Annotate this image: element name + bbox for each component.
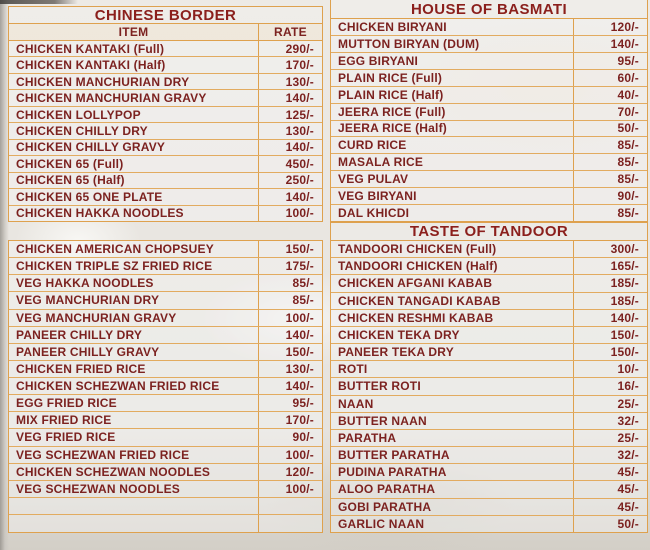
item-name: VEG MANCHURIAN GRAVY <box>9 310 259 326</box>
menu-row <box>9 395 322 412</box>
item-rate: 125/- <box>285 107 314 122</box>
menu-row <box>331 171 647 188</box>
item-rate: 170/- <box>285 413 314 428</box>
chinese-border-section-2 <box>8 240 323 533</box>
item-rate: 140/- <box>285 91 314 106</box>
item-name: CHICKEN KANTAKI (Half) <box>9 57 259 72</box>
item-rate: 85/- <box>617 155 639 170</box>
item-rate: 32/- <box>617 413 639 428</box>
menu-row <box>9 481 322 498</box>
item-name: MUTTON BIRYAN (DUM) <box>331 36 574 52</box>
item-name: CHICKEN FRIED RICE <box>9 361 259 377</box>
menu-row <box>9 464 322 481</box>
item-name: CHICKEN BIRYANI <box>331 19 574 35</box>
menu-row <box>9 412 322 429</box>
item-rate: 140/- <box>610 36 639 51</box>
item-name: CHICKEN TRIPLE SZ FRIED RICE <box>9 258 259 274</box>
item-rate: 95/- <box>617 53 639 68</box>
item-name: CHICKEN AFGANI KABAB <box>331 275 574 291</box>
item-rate: 165/- <box>610 259 639 274</box>
item-name <box>9 515 259 532</box>
item-rate: 250/- <box>285 173 314 188</box>
menu-row <box>331 154 647 171</box>
item-rate: 10/- <box>617 362 639 377</box>
item-name: PUDINA PARATHA <box>331 464 574 480</box>
item-rate: 100/- <box>285 481 314 496</box>
item-rate: 150/- <box>285 242 314 257</box>
menu-row <box>331 499 647 516</box>
menu-row <box>9 206 322 221</box>
item-rate: 120/- <box>610 19 639 34</box>
item-name: CHICKEN LOLLYPOP <box>9 107 259 122</box>
item-name: CHICKEN RESHMI KABAB <box>331 310 574 326</box>
item-rate: 45/- <box>617 482 639 497</box>
menu-row <box>9 378 322 395</box>
menu-row <box>331 293 647 310</box>
menu-row <box>9 90 322 106</box>
menu-row <box>9 123 322 139</box>
item-rate: 45/- <box>617 499 639 514</box>
item-rate: 16/- <box>617 379 639 394</box>
item-name: CHICKEN TANGADI KABAB <box>331 293 574 309</box>
menu-row <box>331 378 647 395</box>
menu-row <box>331 430 647 447</box>
menu-row <box>9 41 322 57</box>
chinese-border-section <box>8 6 323 222</box>
menu-row <box>331 258 647 275</box>
menu-row <box>9 74 322 90</box>
section-title-taste-of-tandoor: TASTE OF TANDOOR <box>331 223 647 241</box>
menu-row <box>9 275 322 292</box>
item-rate: 120/- <box>285 464 314 479</box>
item-name: CHICKEN AMERICAN CHOPSUEY <box>9 241 259 257</box>
item-name: VEG PULAV <box>331 171 574 187</box>
menu-row <box>331 53 647 70</box>
item-name: VEG HAKKA NOODLES <box>9 275 259 291</box>
menu-row <box>9 515 322 532</box>
menu-row <box>9 447 322 464</box>
item-name: VEG FRIED RICE <box>9 429 259 445</box>
item-name: EGG FRIED RICE <box>9 395 259 411</box>
item-rate: 40/- <box>617 87 639 102</box>
column-header-item: ITEM <box>9 24 259 40</box>
item-rate: 150/- <box>285 344 314 359</box>
item-name: CHICKEN MANCHURIAN GRAVY <box>9 90 259 105</box>
menu-row <box>9 292 322 309</box>
item-name: VEG MANCHURIAN DRY <box>9 292 259 308</box>
item-rate: 85/- <box>617 172 639 187</box>
menu-row <box>331 396 647 413</box>
menu-row <box>9 429 322 446</box>
item-name: CHICKEN HAKKA NOODLES <box>9 206 259 221</box>
taste-of-tandoor-section <box>330 222 648 533</box>
item-name: CHICKEN 65 (Full) <box>9 156 259 171</box>
menu-row <box>331 104 647 121</box>
item-rate: 60/- <box>617 70 639 85</box>
section-gap <box>8 222 323 240</box>
item-name: CHICKEN 65 ONE PLATE <box>9 189 259 204</box>
item-name: TANDOORI CHICKEN (Half) <box>331 258 574 274</box>
item-name: MIX FRIED RICE <box>9 412 259 428</box>
item-name: PANEER CHILLY GRAVY <box>9 344 259 360</box>
item-rate: 170/- <box>285 58 314 73</box>
item-rate: 140/- <box>285 327 314 342</box>
item-rate: 100/- <box>285 447 314 462</box>
item-rate: 50/- <box>617 121 639 136</box>
item-name: JEERA RICE (Half) <box>331 121 574 137</box>
section-title-chinese-border: CHINESE BORDER <box>9 7 322 24</box>
item-name: NAAN <box>331 396 574 412</box>
item-name: TANDOORI CHICKEN (Full) <box>331 241 574 257</box>
item-rate: 140/- <box>285 140 314 155</box>
item-name: BUTTER PARATHA <box>331 447 574 463</box>
empty-ruled-rows <box>9 498 322 532</box>
item-name: ROTI <box>331 361 574 377</box>
menu-row <box>9 310 322 327</box>
menu-row <box>331 205 647 221</box>
item-name: BUTTER NAAN <box>331 413 574 429</box>
item-name: CHICKEN CHILLY GRAVY <box>9 140 259 155</box>
item-name: VEG SCHEZWAN FRIED RICE <box>9 447 259 463</box>
item-rate: 300/- <box>610 242 639 257</box>
item-name: MASALA RICE <box>331 154 574 170</box>
item-rate: 25/- <box>617 396 639 411</box>
menu-row <box>9 156 322 172</box>
menu-row <box>9 57 322 73</box>
item-rate: 25/- <box>617 430 639 445</box>
item-rate: 140/- <box>285 379 314 394</box>
column-header-row <box>9 24 322 41</box>
menu-row <box>331 481 647 498</box>
item-rate: 175/- <box>285 259 314 274</box>
chinese-border-table <box>8 6 323 533</box>
item-rate: 100/- <box>285 206 314 221</box>
menu-row <box>9 140 322 156</box>
item-name: CHICKEN 65 (Half) <box>9 173 259 188</box>
menu-row <box>331 361 647 378</box>
chinese-border-items-2 <box>9 241 322 498</box>
taste-of-tandoor-items <box>331 241 647 532</box>
item-rate: 150/- <box>610 345 639 360</box>
item-name: PLAIN RICE (Full) <box>331 70 574 86</box>
item-rate: 95/- <box>292 396 314 411</box>
item-rate: 85/- <box>617 138 639 153</box>
chinese-border-items-1 <box>9 41 322 221</box>
item-name: EGG BIRYANI <box>331 53 574 69</box>
item-name: CHICKEN SCHEZWAN NOODLES <box>9 464 259 480</box>
menu-row <box>9 258 322 275</box>
menu-row <box>9 107 322 123</box>
item-rate: 90/- <box>292 430 314 445</box>
menu-row <box>331 344 647 361</box>
item-rate: 450/- <box>285 156 314 171</box>
section-title-house-of-basmati: HOUSE OF BASMATI <box>331 0 647 19</box>
menu-row <box>9 344 322 361</box>
item-rate: 45/- <box>617 465 639 480</box>
item-name: CHICKEN MANCHURIAN DRY <box>9 74 259 89</box>
menu-row <box>331 413 647 430</box>
photo-top-edge-shadow <box>0 0 78 4</box>
item-name: VEG SCHEZWAN NOODLES <box>9 481 259 497</box>
item-name: GARLIC NAAN <box>331 516 574 532</box>
item-name: CURD RICE <box>331 137 574 153</box>
item-rate: 130/- <box>285 74 314 89</box>
item-rate: 130/- <box>285 361 314 376</box>
house-of-basmati-items <box>331 19 647 221</box>
item-name: PLAIN RICE (Half) <box>331 87 574 103</box>
item-rate: 290/- <box>285 41 314 56</box>
right-menu-table <box>330 0 648 533</box>
menu-row <box>9 361 322 378</box>
menu-row <box>331 137 647 154</box>
house-of-basmati-section <box>330 0 648 222</box>
menu-row <box>9 241 322 258</box>
item-rate: 185/- <box>610 293 639 308</box>
item-name: JEERA RICE (Full) <box>331 104 574 120</box>
menu-row <box>331 70 647 87</box>
menu-row <box>331 464 647 481</box>
item-rate: 130/- <box>285 123 314 138</box>
menu-row <box>331 241 647 258</box>
menu-row <box>9 327 322 344</box>
item-name: DAL KHICDI <box>331 205 574 221</box>
menu-row <box>331 516 647 532</box>
menu-row <box>331 275 647 292</box>
item-name <box>9 498 259 515</box>
column-header-rate: RATE <box>274 25 307 39</box>
menu-row <box>331 121 647 138</box>
item-name: PANEER TEKA DRY <box>331 344 574 360</box>
item-rate: 85/- <box>617 206 639 221</box>
item-rate: 185/- <box>610 276 639 291</box>
item-rate: 140/- <box>610 310 639 325</box>
item-rate: 32/- <box>617 448 639 463</box>
menu-row <box>331 327 647 344</box>
item-rate: 90/- <box>617 189 639 204</box>
menu-row <box>331 188 647 205</box>
menu-row <box>9 498 322 516</box>
item-name: CHICKEN CHILLY DRY <box>9 123 259 138</box>
item-rate: 150/- <box>610 327 639 342</box>
item-name: CHICKEN SCHEZWAN FRIED RICE <box>9 378 259 394</box>
menu-row <box>331 447 647 464</box>
menu-row <box>9 189 322 205</box>
item-rate: 85/- <box>292 276 314 291</box>
menu-row <box>331 87 647 104</box>
item-rate: 50/- <box>617 516 639 531</box>
item-rate: 100/- <box>285 310 314 325</box>
menu-row <box>9 173 322 189</box>
item-name: VEG BIRYANI <box>331 188 574 204</box>
item-rate: 70/- <box>617 104 639 119</box>
item-rate: 85/- <box>292 293 314 308</box>
item-name: GOBI PARATHA <box>331 499 574 515</box>
item-name: CHICKEN TEKA DRY <box>331 327 574 343</box>
item-name: ALOO PARATHA <box>331 481 574 497</box>
item-rate: 140/- <box>285 189 314 204</box>
item-name: BUTTER ROTI <box>331 378 574 394</box>
menu-row <box>331 310 647 327</box>
item-name: PANEER CHILLY DRY <box>9 327 259 343</box>
menu-row <box>331 19 647 36</box>
menu-row <box>331 36 647 53</box>
item-name: PARATHA <box>331 430 574 446</box>
item-name: CHICKEN KANTAKI (Full) <box>9 41 259 56</box>
